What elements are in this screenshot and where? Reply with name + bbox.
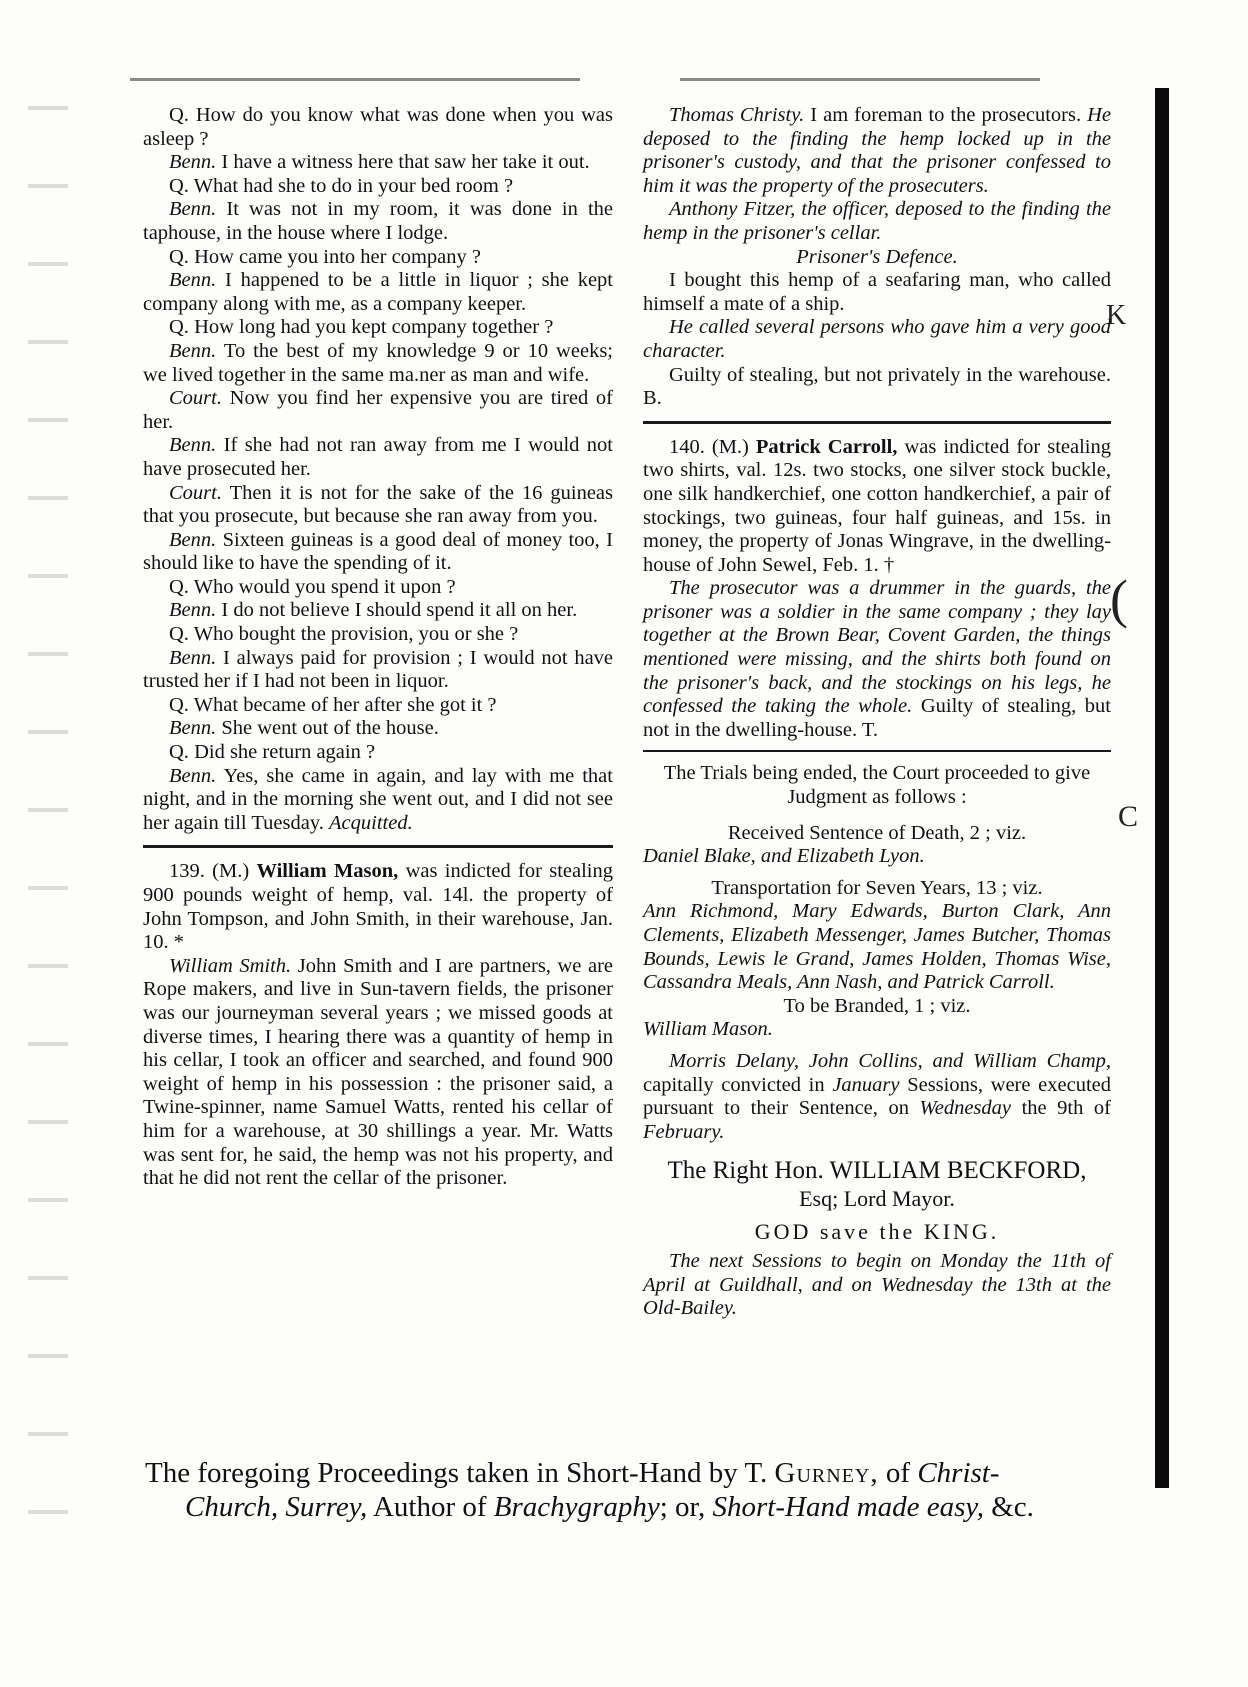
answer-line — [143, 529, 613, 576]
section-rule — [143, 845, 613, 848]
speaker-label: Q. — [169, 575, 189, 598]
executed-text: Sessions, were executed pursuant to their Sentence, on — [643, 1073, 1112, 1120]
top-rule-left — [130, 78, 580, 81]
speech-text: Did she return again ? — [194, 741, 376, 764]
speech-text: It was not in my room, it was done in the taphouse, in the house where I lodge. — [143, 198, 614, 244]
answer-line — [143, 434, 613, 481]
speech-text: How came you into her company ? — [194, 245, 481, 268]
speaker-label: Benn. — [169, 717, 217, 740]
question-line — [143, 741, 613, 765]
defence-heading: Prisoner's Defence. — [796, 245, 958, 268]
question-line — [143, 576, 613, 600]
footer-text: Author of — [372, 1491, 487, 1523]
branded-heading: To be Branded, 1 ; viz. — [783, 994, 971, 1017]
footer-text: ; or, — [659, 1491, 706, 1523]
executed-text: the 9th of — [1021, 1097, 1112, 1120]
speaker-label: Benn. — [169, 339, 217, 362]
speaker-label: Q. — [169, 316, 189, 339]
lord-mayor-title: Esq; Lord Mayor. — [799, 1186, 955, 1212]
lord-mayor-line: The Right Hon. WILLIAM BECKFORD, — [667, 1157, 1087, 1185]
speech-text: I do not believe I should spend it all on her. — [221, 599, 578, 622]
question-line — [143, 316, 613, 340]
transport-heading: Transportation for Seven Years, 13 ; viz. — [711, 876, 1043, 899]
deposition-italic: He deposed to the finding the hemp locked up in the prisoner's custody, and that the prisoner confessed to him it was the property of the prosecuters. — [643, 104, 1111, 197]
speech-text: To the best of my knowledge 9 or 10 weeks; we lived together in the same ma.ner as man and wife. — [143, 339, 613, 386]
defendant-name: Patrick Carroll, — [755, 435, 898, 458]
section-rule — [643, 421, 1111, 424]
speaker-label: Benn. — [169, 151, 217, 174]
binding-edge — [1155, 88, 1169, 1488]
speaker-label: Benn. — [169, 434, 217, 457]
section-rule — [643, 750, 1111, 752]
margin-letter-k: K — [1106, 300, 1127, 331]
speaker-label: Benn. — [169, 599, 217, 622]
answer-line — [143, 387, 613, 434]
speech-text: Sixteen guineas is a good deal of money too, I should like to have the spending of it. — [143, 528, 614, 575]
answer-line — [143, 269, 613, 316]
speech-text: Yes, she came in again, and lay with me that night, and in the morning she went out, and I did not see her again till Tuesday. — [143, 764, 613, 834]
defence-italic: He called several persons who gave him a very good character. — [643, 316, 1111, 362]
margin-paren: ( — [1110, 569, 1128, 629]
speaker-label: Benn. — [169, 764, 217, 787]
executed-month: February. — [643, 1120, 725, 1143]
transport-names: Ann Richmond, Mary Edwards, Burton Clark, Ann Clements, Elizabeth Messenger, James Butcher, Thomas Bounds, Lewis le Grand, James Holden, Thomas Wise, Cassandra Meals, Ann Nash, and Patrick Carroll. — [643, 900, 1111, 994]
speech-text: Then it is not for the sake of the 16 guineas that you prosecute, but because she ran away from you. — [143, 481, 613, 528]
footer-text: &c. — [991, 1491, 1034, 1523]
executed-notice — [643, 1050, 1111, 1144]
question-line — [143, 246, 613, 270]
footer-text: of — [885, 1457, 911, 1489]
speaker-label: Benn. — [169, 528, 217, 551]
speaker-label: Benn. — [169, 269, 217, 292]
case-number: 139. (M.) — [169, 860, 250, 883]
details-italic: The prosecutor was a drummer in the guards, the prisoner was a soldier in the same company ; they lay together at the Brown Bear, Covent Garden, the things mentioned were missing, and the shirts both found on the prisoner's back, and the stockings on his legs, he confessed the taking the whole. — [643, 577, 1111, 718]
answer-line — [143, 599, 613, 623]
speaker-label: Q. — [169, 623, 189, 646]
left-column — [143, 104, 613, 1191]
footer-place: Church, Surrey, — [185, 1491, 368, 1523]
question-line — [143, 104, 613, 151]
speaker-label: Q. — [169, 693, 189, 716]
speech-text: What became of her after she got it ? — [193, 693, 497, 716]
executed-month: January — [832, 1073, 900, 1096]
case-140-heading — [643, 436, 1111, 578]
trials-ended: The Trials being ended, the Court proceeded to give Judgment as follows : — [663, 762, 1091, 809]
speaker-label: Court. — [169, 387, 222, 410]
verdict-140: Guilty of stealing, but not in the dwelling-house. T. — [643, 695, 1111, 741]
margin-letter-c: C — [1118, 800, 1139, 833]
speech-text: Who would you spend it upon ? — [193, 575, 456, 598]
speaker-label: Q. — [169, 104, 189, 126]
speech-text: I have a witness here that saw her take it out. — [221, 151, 590, 174]
right-column — [643, 104, 1111, 1321]
executed-text: capitally convicted in — [643, 1073, 825, 1096]
speech-text: If she had not ran away from me I would not have prosecuted her. — [143, 434, 614, 480]
speaker-label: Q. — [169, 245, 189, 268]
witness-text: John Smith and I are partners, we are Rope makers, and live in Sun-tavern fields, the prisoner was our journeyman several years ; we missed goods at diverse times, I hearing there was a quantity of hemp in his cellar, I took an officer and searched, and found 900 weight of hemp in his possession : the prisoner said, a Twine-spinner, name Samuel Watts, rented his cellar of him for a warehouse, at 30 shillings a year. Mr. Watts was sent for, he said, the hemp was not his property, and that he did not rent the cellar of the prisoner. — [143, 954, 614, 1190]
case-140-details — [643, 577, 1111, 742]
footer-text: The foregoing Proceedings taken in Short-Hand by T. — [145, 1457, 768, 1489]
left-margin-bleed — [28, 70, 68, 1550]
footer-book: Brachygraphy — [493, 1491, 660, 1523]
footer-line-1 — [145, 1456, 1105, 1490]
answer-line — [143, 482, 613, 529]
question-line — [143, 175, 613, 199]
answer-line — [143, 647, 613, 694]
speaker-label: Benn. — [169, 646, 217, 669]
speech-text: What had she to do in your bed room ? — [193, 174, 514, 197]
death-heading: Received Sentence of Death, 2 ; viz. — [727, 821, 1027, 844]
death-names: Daniel Blake, and Elizabeth Lyon. — [643, 845, 925, 868]
executed-day: Wednesday — [919, 1097, 1012, 1120]
footer-place: Christ- — [917, 1457, 1000, 1489]
witness-text: I am foreman to the prosecutors. — [810, 104, 1082, 126]
verdict: Acquitted. — [329, 811, 413, 834]
speech-text: How do you know what was done when you was asleep ? — [143, 104, 614, 150]
witness-label: William Smith. — [169, 954, 292, 977]
witness-testimony — [143, 955, 613, 1191]
case-number: 140. (M.) — [669, 435, 749, 458]
case-139-heading — [143, 860, 613, 954]
dialogue-block — [143, 104, 613, 835]
top-rule-right — [680, 78, 1040, 81]
god-save-the-king: GOD save the KING. — [754, 1219, 1000, 1245]
next-sessions: The next Sessions to begin on Monday the 11th of April at Guildhall, and on Wednesday the 13th at the Old-Bailey. — [643, 1249, 1111, 1320]
witness-label: Thomas Christy. — [669, 104, 805, 126]
speaker-label: Court. — [169, 481, 222, 504]
question-line — [143, 694, 613, 718]
answer-line — [143, 765, 613, 836]
defence-text: I bought this hemp of a seafaring man, who called himself a mate of a ship. — [643, 269, 1111, 315]
question-line — [143, 623, 613, 647]
speech-text: Now you find her expensive you are tired of her. — [143, 387, 614, 433]
indictment-text: was indicted for stealing 900 pounds weight of hemp, val. 14l. the property of John Tompson, and John Smith, in their warehouse, Jan. 10. * — [143, 860, 613, 954]
speech-text: She went out of the house. — [221, 717, 439, 740]
fitzer-deposition: Anthony Fitzer, the officer, deposed to the finding the hemp in the prisoner's cellar. — [643, 198, 1111, 244]
answer-line — [143, 717, 613, 741]
speaker-label: Benn. — [169, 198, 217, 221]
speech-text: How long had you kept company together ? — [194, 316, 554, 339]
speech-text: I always paid for provision ; I would not have trusted her if I had not been in liquor. — [143, 646, 614, 693]
footer-line-2 — [185, 1490, 1085, 1524]
answer-line — [143, 198, 613, 245]
verdict-139: Guilty of stealing, but not privately in the warehouse. B. — [643, 363, 1111, 410]
defendant-name: William Mason, — [256, 860, 399, 883]
executed-names: Morris Delany, John Collins, and William Champ, — [669, 1049, 1111, 1072]
speech-text: I happened to be a little in liquor ; she kept company along with me, as a company keeper. — [143, 269, 614, 315]
speech-text: Who bought the provision, you or she ? — [193, 623, 519, 646]
branded-names: William Mason. — [643, 1018, 773, 1041]
answer-line — [143, 340, 613, 387]
footer-author: Gurney, — [774, 1457, 879, 1489]
speaker-label: Q. — [169, 741, 189, 764]
christy-testimony — [643, 104, 1111, 198]
answer-line — [143, 151, 613, 175]
speaker-label: Q. — [169, 174, 189, 197]
indictment-text: was indicted for stealing two shirts, val. 12s. two stocks, one silver stock buckle, one silk handkerchief, one cotton handkerchief, a pair of stockings, two guineas, four half guineas, and 15s. in money, the property of Jonas Wingrave, in the dwelling-house of John Sewel, Feb. 1. † — [643, 435, 1112, 576]
footer-subtitle: Short-Hand made easy, — [712, 1491, 984, 1523]
